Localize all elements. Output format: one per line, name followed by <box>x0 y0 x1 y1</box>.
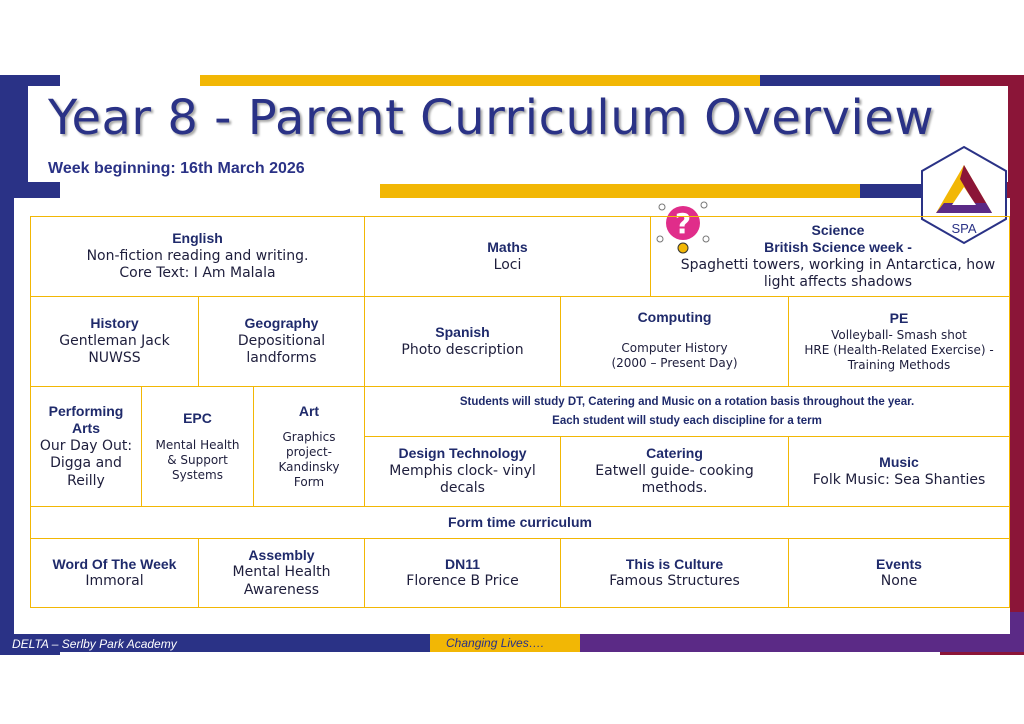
music-text: Folk Music: Sea Shanties <box>812 471 986 488</box>
rotation-note-line: Each student will study each discipline for a term <box>552 414 822 427</box>
events-heading: Events <box>876 555 922 572</box>
pe-cell <box>788 296 1010 387</box>
maths-cell <box>364 216 651 297</box>
performing-arts-line: Reilly <box>67 472 105 489</box>
history-line: NUWSS <box>88 350 141 367</box>
catering-heading: Catering <box>646 445 703 462</box>
history-line: Gentleman Jack <box>59 332 170 349</box>
word-of-week-cell <box>30 538 199 608</box>
form-time-heading-cell <box>30 506 1010 539</box>
dn11-heading: DN11 <box>444 555 481 572</box>
pe-heading: PE <box>889 310 909 327</box>
word-of-week-heading: Word Of The Week <box>52 555 177 572</box>
science-text: Spaghetti towers, working in Antarctica, how light affects shadows <box>680 256 996 290</box>
catering-cell <box>560 436 789 507</box>
epc-heading: EPC <box>183 410 212 427</box>
computing-heading: Computing <box>637 309 712 325</box>
maths-heading: Maths <box>487 239 528 255</box>
spanish-cell <box>364 296 561 387</box>
footer-school-name: DELTA – Serlby Park Academy <box>12 637 177 651</box>
english-cell <box>30 216 365 297</box>
geography-heading: Geography <box>244 315 319 332</box>
page-title: Year 8 - Parent Curriculum Overview <box>48 90 935 146</box>
form-time-heading: Form time curriculum <box>448 513 592 530</box>
geography-line: Depositional <box>237 332 326 349</box>
this-is-culture-text: Famous Structures <box>609 573 740 589</box>
spanish-heading: Spanish <box>435 324 490 340</box>
events-text: None <box>880 573 918 589</box>
history-cell <box>30 296 199 387</box>
catering-text: Eatwell guide- cooking methods. <box>595 462 754 497</box>
pe-line: Training Methods <box>847 357 951 372</box>
music-heading: Music <box>879 454 919 470</box>
assembly-cell <box>198 538 365 608</box>
assembly-text: Mental Health Awareness <box>232 564 331 598</box>
spanish-text: Photo description <box>401 341 524 358</box>
this-is-culture-cell <box>560 538 789 608</box>
dn11-cell <box>364 538 561 608</box>
rotation-note-line: Students will study DT, Catering and Music on a rotation basis throughout the year. <box>459 396 915 409</box>
art-line: Graphics <box>282 430 336 445</box>
footer-tagline: Changing Lives…. <box>446 636 545 650</box>
science-cell <box>650 216 1010 297</box>
computing-line: Computer History <box>621 340 728 355</box>
svg-text:?: ? <box>674 207 692 240</box>
history-heading: History <box>90 315 139 332</box>
performing-arts-cell <box>30 386 142 507</box>
events-cell <box>788 538 1010 608</box>
word-of-week-text: Immoral <box>85 573 144 589</box>
epc-line: Systems <box>172 467 223 482</box>
art-line: project- <box>286 445 332 460</box>
music-cell <box>788 436 1010 507</box>
english-heading: English <box>172 230 223 247</box>
maths-text: Loci <box>493 256 522 273</box>
pe-line: Volleyball- Smash shot <box>831 327 967 342</box>
logo-text: SPA <box>951 221 977 236</box>
english-line: Non-fiction reading and writing. <box>86 247 309 264</box>
science-subheading: British Science week - <box>764 239 912 255</box>
performing-arts-heading: Performing Arts <box>48 402 124 437</box>
rotation-note-cell <box>364 386 1010 437</box>
art-line: Kandinsky <box>278 460 340 475</box>
epc-cell <box>141 386 254 507</box>
assembly-heading: Assembly <box>248 546 315 563</box>
geography-line: landforms <box>246 350 317 367</box>
epc-line: Mental Health <box>155 437 240 452</box>
computing-cell <box>560 296 789 387</box>
design-technology-cell <box>364 436 561 507</box>
art-heading: Art <box>298 402 320 419</box>
performing-arts-line: Our Day Out: <box>39 437 133 454</box>
week-beginning: Week beginning: 16th March 2026 <box>48 160 305 177</box>
epc-line: & Support <box>167 452 228 467</box>
this-is-culture-heading: This is Culture <box>625 555 724 572</box>
english-line: Core Text: I Am Malala <box>119 265 276 282</box>
pe-line: HRE (Health-Related Exercise) - <box>804 342 994 357</box>
performing-arts-line: Digga and <box>50 455 122 472</box>
design-technology-text: Memphis clock- vinyl decals <box>389 462 536 497</box>
design-technology-heading: Design Technology <box>398 445 527 462</box>
dn11-text: Florence B Price <box>406 573 519 589</box>
art-cell <box>253 386 365 507</box>
science-heading: Science <box>811 221 865 238</box>
geography-cell <box>198 296 365 387</box>
computing-line: (2000 – Present Day) <box>611 355 738 370</box>
art-line: Form <box>293 475 325 490</box>
